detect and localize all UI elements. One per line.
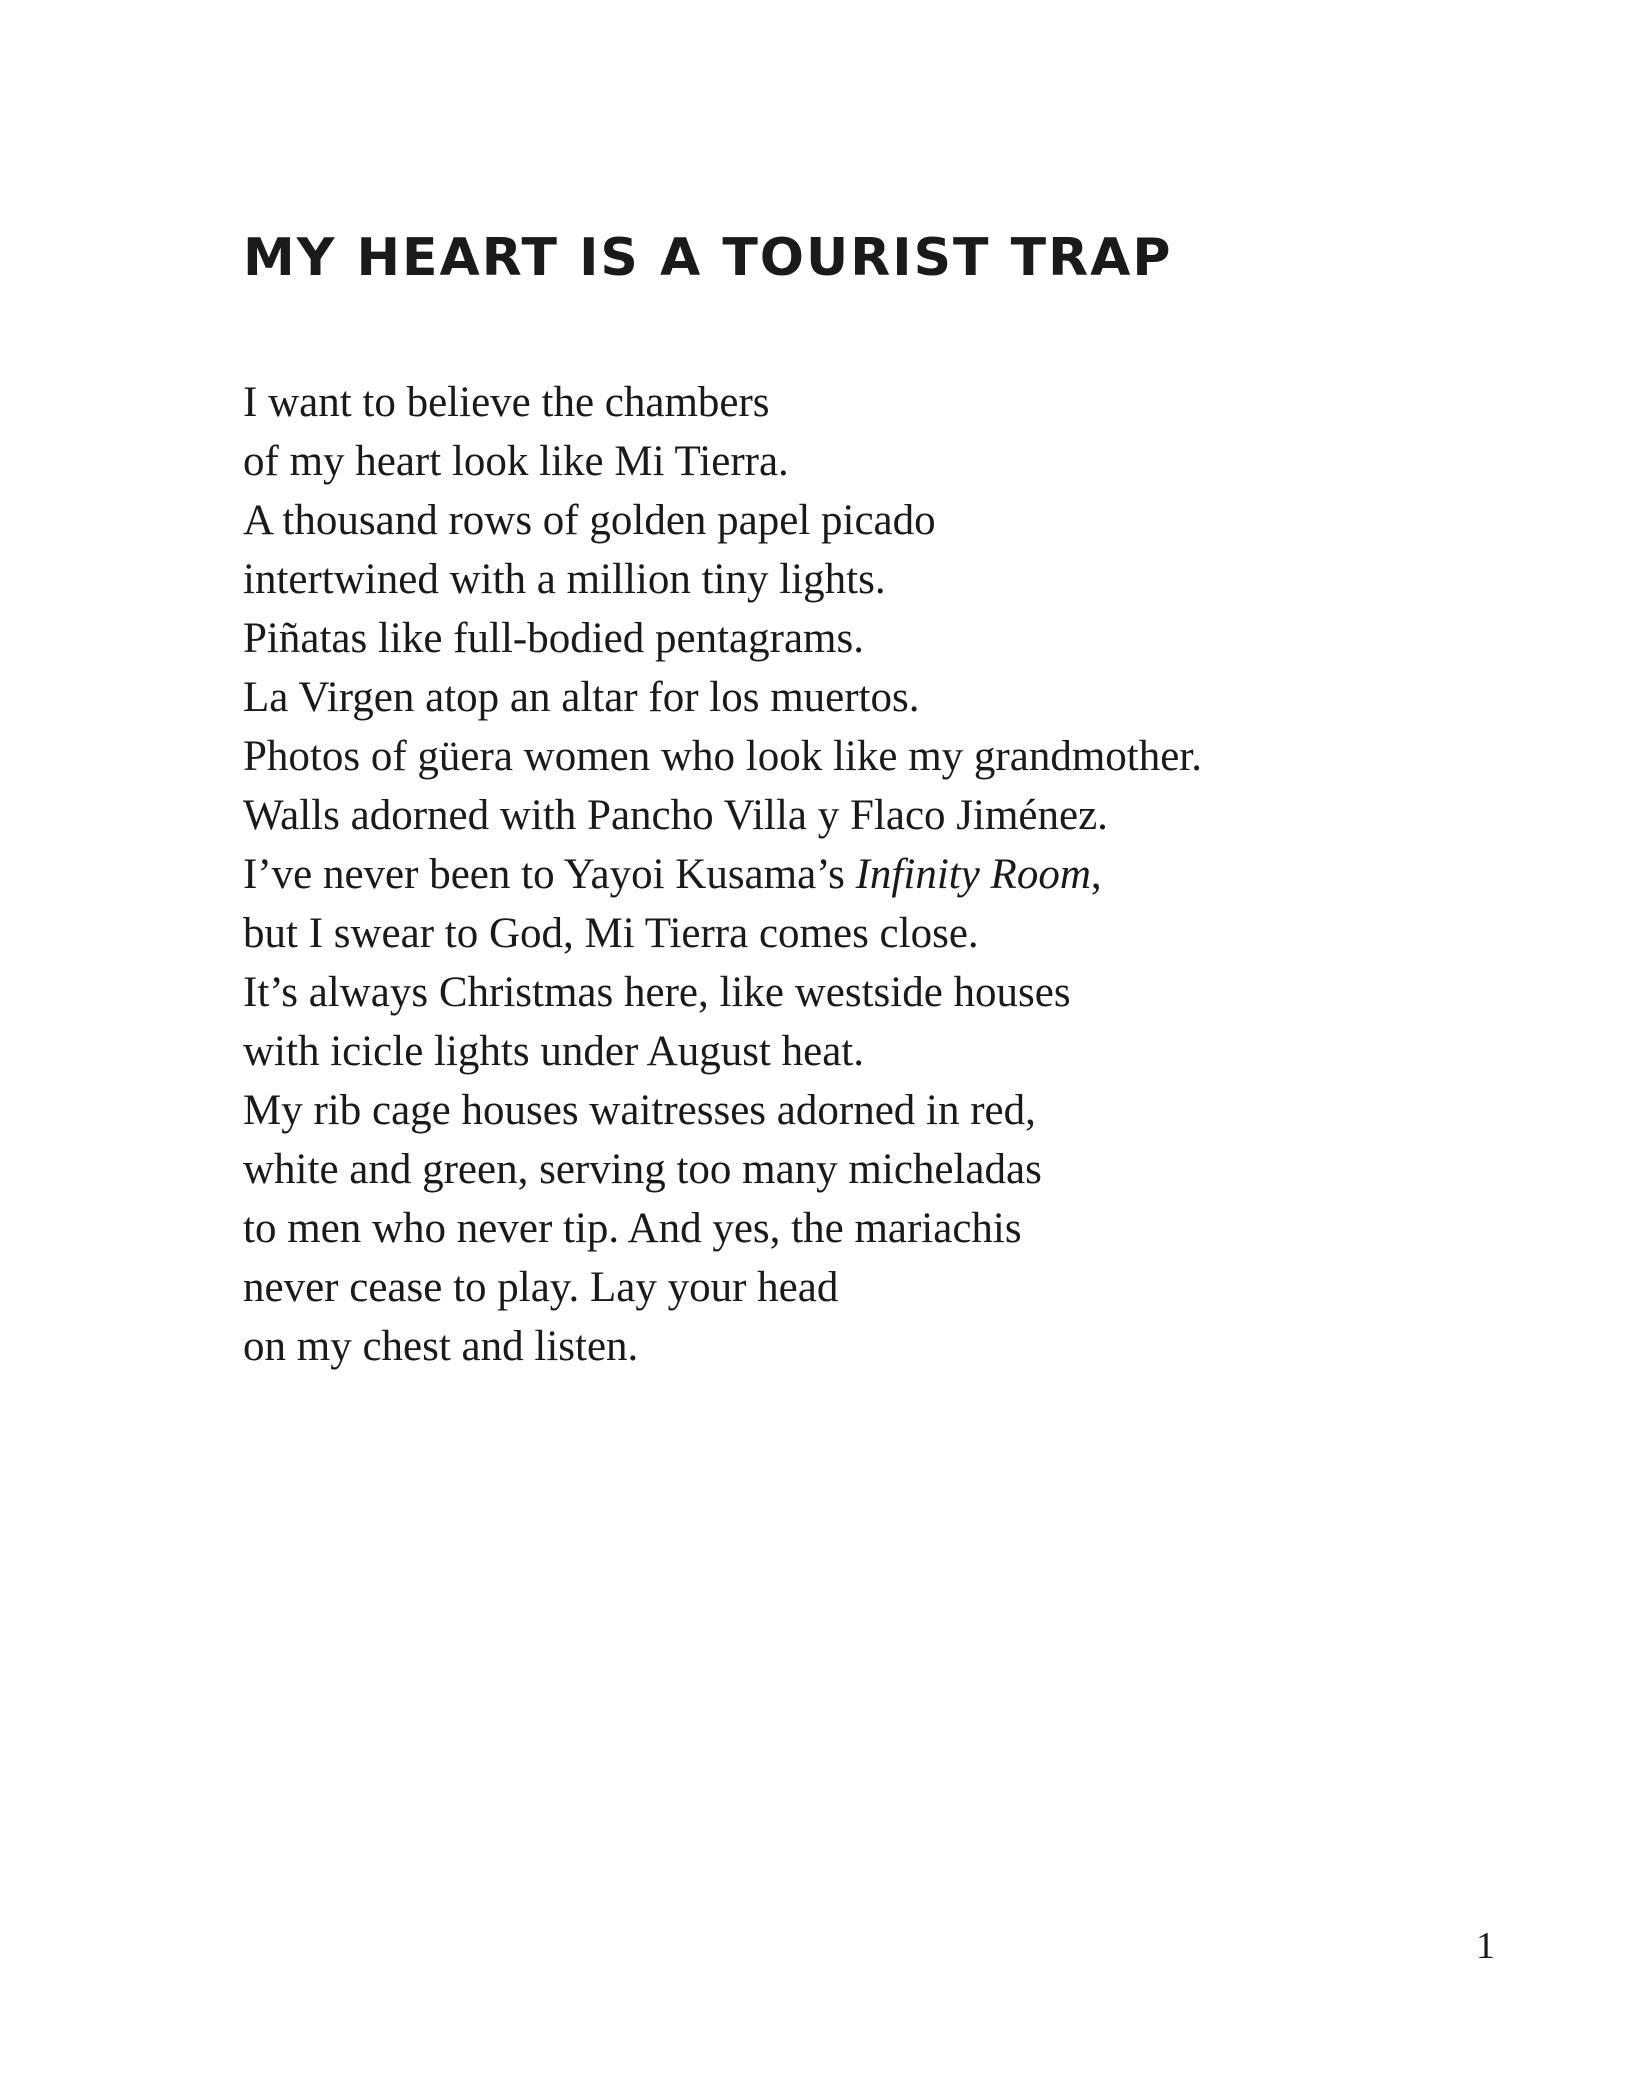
poem-line bbox=[243, 845, 1202, 904]
artwork-title: Infinity Room bbox=[855, 851, 1091, 898]
poem-line: never cease to play. Lay your head bbox=[243, 1264, 839, 1311]
poem-line: Photos of güera women who look like my grandmother. bbox=[243, 733, 1202, 780]
poem-line: Walls adorned with Pancho Villa y Flaco Jiménez. bbox=[243, 792, 1108, 839]
poem-line: My rib cage houses waitresses adorned in red, bbox=[243, 1087, 1036, 1134]
poem-line: La Virgen atop an altar for los muertos. bbox=[243, 674, 920, 721]
poem-line: intertwined with a million tiny lights. bbox=[243, 556, 886, 603]
page-number: 1 bbox=[1476, 1925, 1495, 1967]
poem-line-text: I’ve never been to Yayoi Kusama’s bbox=[243, 851, 856, 898]
poem-line: A thousand rows of golden papel picado bbox=[243, 497, 936, 544]
poem-line: to men who never tip. And yes, the mariachis bbox=[243, 1205, 1022, 1252]
poem-line-punctuation: , bbox=[1090, 851, 1102, 898]
poem-line: on my chest and listen. bbox=[243, 1323, 639, 1370]
poem-line: I want to believe the chambers bbox=[243, 379, 770, 426]
poem-title: MY HEART IS A TOURIST TRAP bbox=[243, 228, 1173, 288]
poem-line: but I swear to God, Mi Tierra comes close. bbox=[243, 910, 979, 957]
poem-line: of my heart look like Mi Tierra. bbox=[243, 438, 789, 485]
poem-line: It’s always Christmas here, like westside houses bbox=[243, 969, 1071, 1016]
poem-line: Piñatas like full-bodied pentagrams. bbox=[243, 615, 864, 662]
poem-line: white and green, serving too many micheladas bbox=[243, 1146, 1042, 1193]
poem-body bbox=[243, 373, 1202, 1376]
poem-line: with icicle lights under August heat. bbox=[243, 1028, 865, 1075]
